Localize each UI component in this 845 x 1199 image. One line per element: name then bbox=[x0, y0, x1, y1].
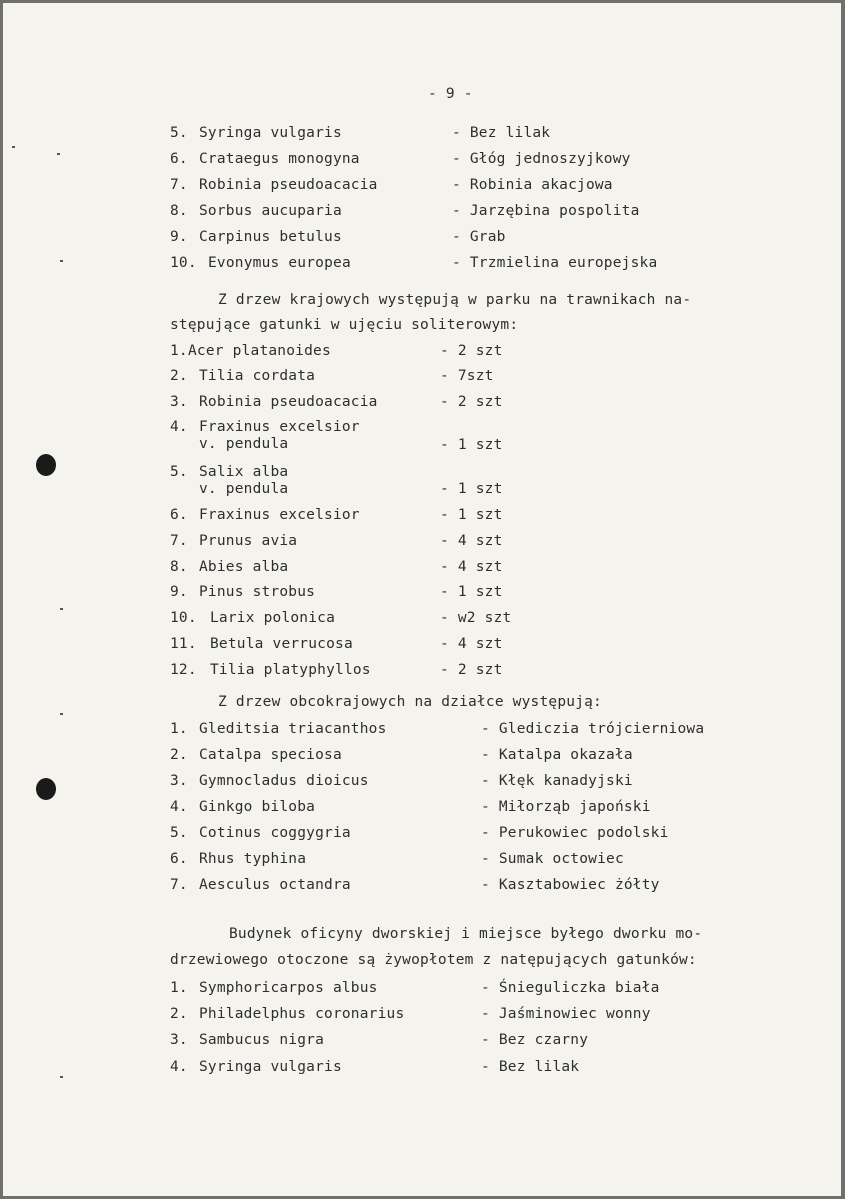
species-name: Betula verrucosa bbox=[210, 636, 353, 652]
list-number: 5. bbox=[170, 825, 188, 841]
latin-name: Sambucus nigra bbox=[199, 1032, 325, 1048]
list-number: 11. bbox=[170, 636, 197, 652]
latin-name: Crataegus monogyna bbox=[199, 151, 360, 167]
polish-name: - Sumak octowiec bbox=[481, 851, 624, 867]
latin-name: Catalpa speciosa bbox=[199, 747, 342, 763]
quantity: - 1 szt bbox=[440, 507, 503, 523]
list-number: 7. bbox=[170, 533, 188, 549]
species-variety: v. pendula bbox=[199, 481, 289, 497]
latin-name: Gleditsia triacanthos bbox=[199, 721, 387, 737]
list-number: 2. bbox=[170, 368, 188, 384]
list-number: 12. bbox=[170, 662, 197, 678]
list-number: 4. bbox=[170, 1059, 188, 1075]
list-number: 6. bbox=[170, 507, 188, 523]
species-name: Robinia pseudoacacia bbox=[199, 394, 378, 410]
polish-name: - Robinia akacjowa bbox=[452, 177, 613, 193]
species-name: Acer platanoides bbox=[188, 343, 331, 359]
paragraph-native-trees-line2: stępujące gatunki w ujęciu soliterowym: bbox=[170, 317, 519, 333]
polish-name: - Perukowiec podolski bbox=[481, 825, 669, 841]
polish-name: - Kłęk kanadyjski bbox=[481, 773, 633, 789]
margin-mark bbox=[60, 608, 63, 610]
species-name: Fraxinus excelsior bbox=[199, 419, 360, 435]
list-number: 5. bbox=[170, 464, 188, 480]
polish-name: - Jarzębina pospolita bbox=[452, 203, 640, 219]
polish-name: - Katalpa okazała bbox=[481, 747, 633, 763]
quantity: - 4 szt bbox=[440, 533, 503, 549]
polish-name: - Trzmielina europejska bbox=[452, 255, 658, 271]
quantity: - 1 szt bbox=[440, 584, 503, 600]
quantity: - 2 szt bbox=[440, 343, 503, 359]
list-number: 3. bbox=[170, 394, 188, 410]
list-number: 7. bbox=[170, 877, 188, 893]
paragraph-foreign-trees: Z drzew obcokrajowych na działce występują: bbox=[218, 694, 602, 710]
quantity: - 7szt bbox=[440, 368, 494, 384]
list-number: 4. bbox=[170, 419, 188, 435]
paragraph-hedge-line1: Budynek oficyny dworskiej i miejsce byłego dworku mo- bbox=[229, 926, 703, 942]
polish-name: - Bez lilak bbox=[481, 1059, 580, 1075]
punch-hole-top bbox=[36, 454, 56, 476]
list-number: 4. bbox=[170, 799, 188, 815]
latin-name: Robinia pseudoacacia bbox=[199, 177, 378, 193]
latin-name: Sorbus aucuparia bbox=[199, 203, 342, 219]
list-number: 5. bbox=[170, 125, 188, 141]
list-number: 7. bbox=[170, 177, 188, 193]
quantity: - 1 szt bbox=[440, 481, 503, 497]
page-number: - 9 - bbox=[428, 86, 473, 102]
quantity: - 4 szt bbox=[440, 636, 503, 652]
margin-mark bbox=[60, 713, 63, 715]
list-number: 3. bbox=[170, 1032, 188, 1048]
list-number: 10. bbox=[170, 255, 197, 271]
polish-name: - Bez lilak bbox=[452, 125, 551, 141]
list-number: 9. bbox=[170, 229, 188, 245]
latin-name: Aesculus octandra bbox=[199, 877, 351, 893]
species-name: Abies alba bbox=[199, 559, 289, 575]
species-name: Prunus avia bbox=[199, 533, 298, 549]
species-name: Larix polonica bbox=[210, 610, 336, 626]
species-name: Salix alba bbox=[199, 464, 289, 480]
polish-name: - Jaśminowiec wonny bbox=[481, 1006, 651, 1022]
latin-name: Cotinus coggygria bbox=[199, 825, 351, 841]
latin-name: Syringa vulgaris bbox=[199, 125, 342, 141]
list-number: 9. bbox=[170, 584, 188, 600]
punch-hole-bottom bbox=[36, 778, 56, 800]
list-number: 6. bbox=[170, 151, 188, 167]
paragraph-native-trees-line1: Z drzew krajowych występują w parku na trawnikach na- bbox=[218, 292, 692, 308]
species-name: Pinus strobus bbox=[199, 584, 316, 600]
latin-name: Philadelphus coronarius bbox=[199, 1006, 405, 1022]
margin-mark bbox=[12, 146, 15, 148]
polish-name: - Głóg jednoszyjkowy bbox=[452, 151, 631, 167]
species-variety: v. pendula bbox=[199, 436, 289, 452]
polish-name: - Kasztabowiec żółty bbox=[481, 877, 660, 893]
polish-name: - Bez czarny bbox=[481, 1032, 589, 1048]
list-number: 6. bbox=[170, 851, 188, 867]
species-name: Tilia cordata bbox=[199, 368, 316, 384]
latin-name: Symphoricarpos albus bbox=[199, 980, 378, 996]
quantity: - 2 szt bbox=[440, 394, 503, 410]
margin-mark bbox=[60, 260, 63, 262]
list-number: 2. bbox=[170, 747, 188, 763]
list-number: 8. bbox=[170, 559, 188, 575]
species-name: Tilia platyphyllos bbox=[210, 662, 371, 678]
list-number: 10. bbox=[170, 610, 197, 626]
document-page bbox=[3, 3, 841, 1196]
latin-name: Ginkgo biloba bbox=[199, 799, 316, 815]
margin-mark bbox=[60, 1076, 63, 1078]
list-number: 1. bbox=[170, 980, 188, 996]
quantity: - 1 szt bbox=[440, 437, 503, 453]
latin-name: Gymnocladus dioicus bbox=[199, 773, 369, 789]
latin-name: Syringa vulgaris bbox=[199, 1059, 342, 1075]
list-number: 2. bbox=[170, 1006, 188, 1022]
list-number: 3. bbox=[170, 773, 188, 789]
latin-name: Evonymus europea bbox=[208, 255, 351, 271]
list-number: 1. bbox=[170, 721, 188, 737]
quantity: - w2 szt bbox=[440, 610, 512, 626]
polish-name: - Miłorząb japoński bbox=[481, 799, 651, 815]
quantity: - 4 szt bbox=[440, 559, 503, 575]
list-number: 8. bbox=[170, 203, 188, 219]
species-name: Fraxinus excelsior bbox=[199, 507, 360, 523]
latin-name: Rhus typhina bbox=[199, 851, 307, 867]
quantity: - 2 szt bbox=[440, 662, 503, 678]
paragraph-hedge-line2: drzewiowego otoczone są żywopłotem z natępujących gatunków: bbox=[170, 952, 697, 968]
latin-name: Carpinus betulus bbox=[199, 229, 342, 245]
margin-mark bbox=[57, 153, 60, 155]
polish-name: - Grab bbox=[452, 229, 506, 245]
polish-name: - Śnieguliczka biała bbox=[481, 980, 660, 996]
polish-name: - Glediczia trójcierniowa bbox=[481, 721, 705, 737]
list-number: 1. bbox=[170, 343, 188, 359]
